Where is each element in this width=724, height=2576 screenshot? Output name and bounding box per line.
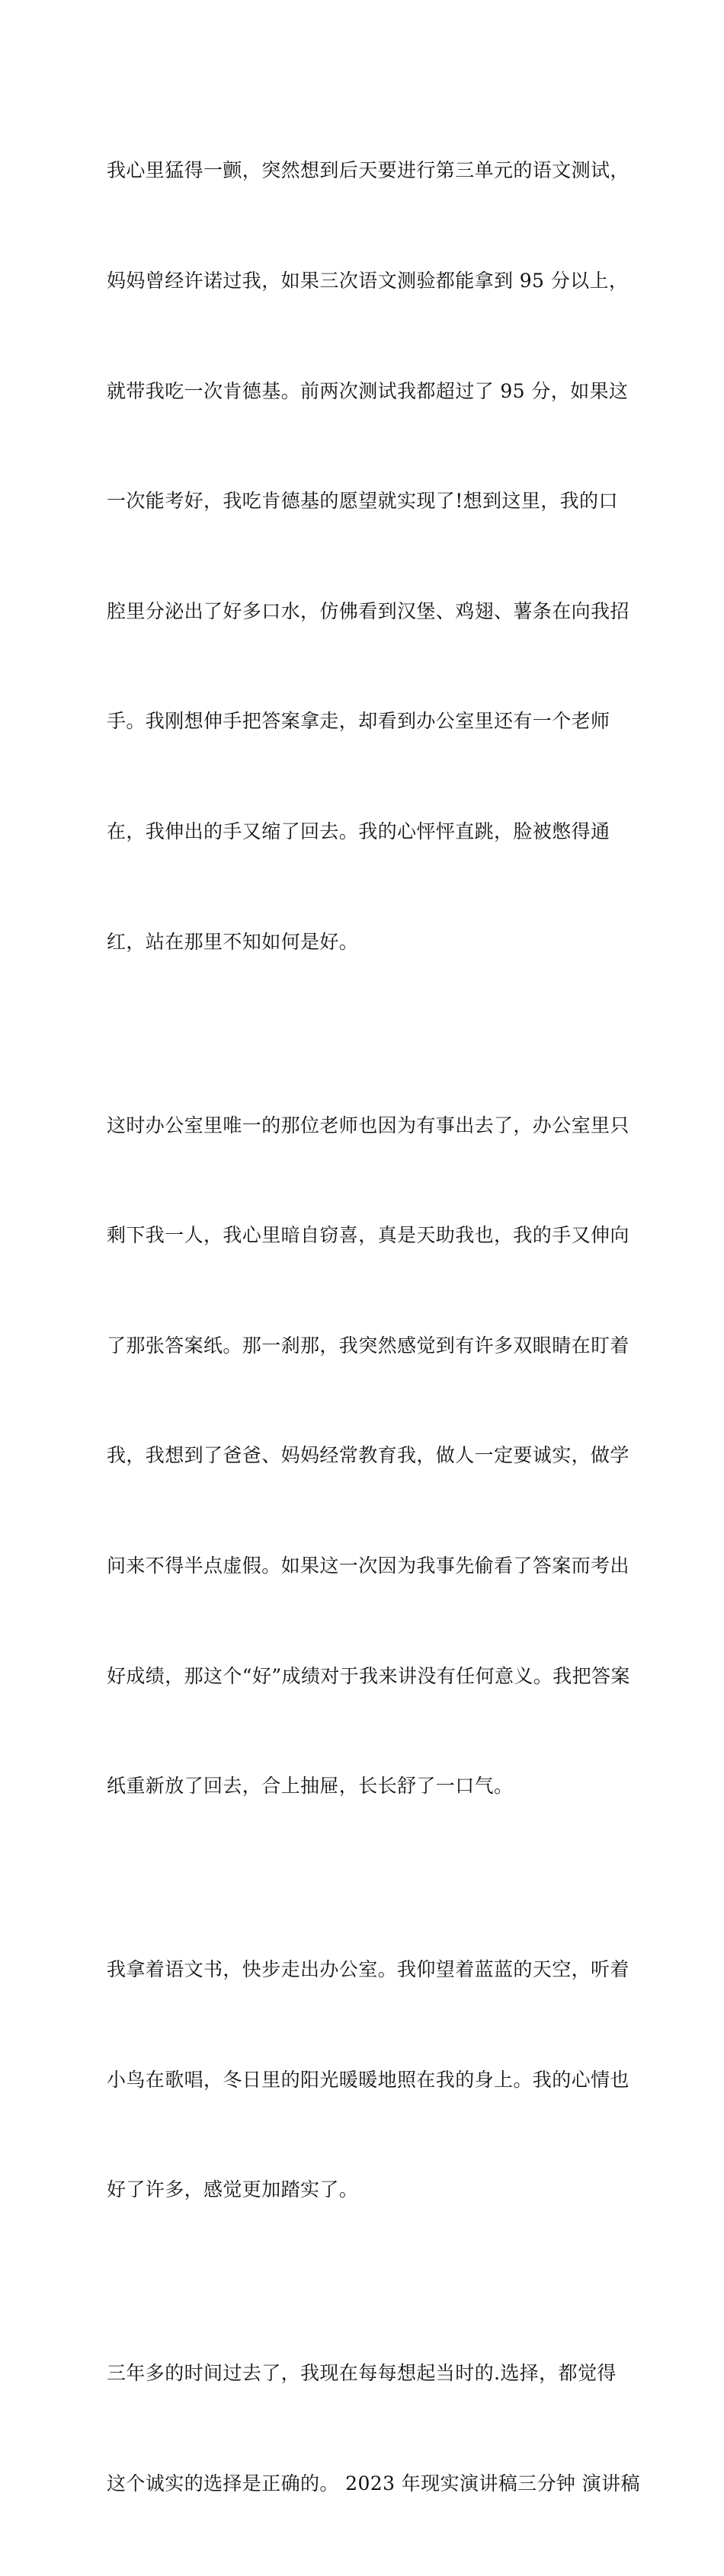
text-line: 妈妈曾经许诺过我，如果三次语文测验都能拿到 95 分以上， [107, 270, 629, 292]
text-line: 三年多的时间过去了，我现在每每想起当时的.选择，都觉得 [107, 2362, 617, 2385]
text-line: 在，我伸出的手又缩了回去。我的心怦怦直跳，脸被憋得通 [107, 820, 610, 842]
text-line: 一次能考好，我吃肯德基的愿望就实现了!想到这里，我的口 [107, 490, 618, 513]
text-line: 我拿着语文书，快步走出办公室。我仰望着蓝蓝的天空，听着 [107, 1958, 629, 1981]
paragraph-4 [107, 2282, 640, 2576]
text-line: 红，站在那里不知如何是好。 [107, 930, 359, 953]
document-body [107, 79, 640, 2576]
text-line: 就带我吃一次肯德基。前两次测试我都超过了 95 分，如果这 [107, 379, 629, 402]
text-line: 小鸟在歌唱，冬日里的阳光暖暖地照在我的身上。我的心情也 [107, 2068, 629, 2091]
text-line: 剩下我一人，我心里暗自窃喜，真是天助我也，我的手又伸向 [107, 1224, 629, 1247]
text-line: 这个诚实的选择是正确的。 2023 年现实演讲稿三分钟 演讲稿 [107, 2472, 640, 2495]
paragraph-3 [107, 1878, 629, 2282]
text-line: 我心里猛得一颤，突然想到后天要进行第三单元的语文测试， [107, 159, 629, 182]
paragraph-1 [107, 79, 629, 1034]
text-line: 这时办公室里唯一的那位老师也因为有事出去了，办公室里只 [107, 1114, 629, 1136]
text-line: 了那张答案纸。那一刹那，我突然感觉到有许多双眼睛在盯着 [107, 1334, 629, 1357]
text-line: 问来不得半点虚假。如果这一次因为我事先偷看了答案而考出 [107, 1554, 629, 1577]
text-line: 我，我想到了爸爸、妈妈经常教育我，做人一定要诚实，做学 [107, 1444, 629, 1467]
text-line: 纸重新放了回去，合上抽屉，长长舒了一口气。 [107, 1775, 514, 1798]
text-line: 好成绩，那这个“好”成绩对于我来讲没有任何意义。我把答案 [107, 1664, 630, 1687]
paragraph-2 [107, 1034, 630, 1878]
text-line: 手。我刚想伸手把答案拿走，却看到办公室里还有一个老师 [107, 710, 610, 733]
text-line: 腔里分泌出了好多口水，仿佛看到汉堡、鸡翅、薯条在向我招 [107, 599, 629, 622]
text-line: 好了许多，感觉更加踏实了。 [107, 2178, 359, 2201]
